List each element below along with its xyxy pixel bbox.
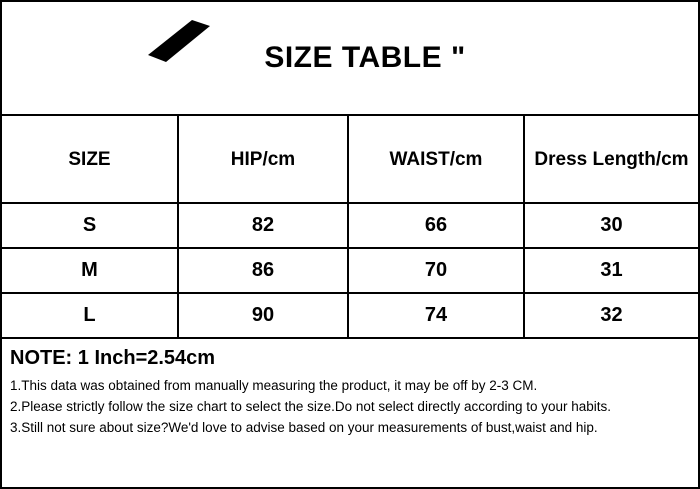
cell-waist: 74 — [348, 293, 524, 337]
cell-hip: 86 — [178, 248, 348, 293]
notes-section — [2, 337, 698, 438]
cell-size: L — [2, 293, 178, 337]
table-row — [2, 203, 698, 248]
cell-dress-length: 32 — [524, 293, 698, 337]
note-heading: NOTE: 1 Inch=2.54cm — [10, 347, 216, 369]
cell-size: M — [2, 248, 178, 293]
cell-waist: 66 — [348, 203, 524, 248]
cell-dress-length: 30 — [524, 203, 698, 248]
cell-hip: 90 — [178, 293, 348, 337]
table-header-row — [2, 115, 698, 203]
note-line-3: 3.Still not sure about size?We'd love to advise based on your measurements of bust,waist and hip. — [10, 420, 598, 435]
page-title: SIZE TABLE " — [264, 41, 466, 74]
black-slash-logo-icon — [148, 20, 210, 62]
cell-dress-length: 31 — [524, 248, 698, 293]
column-header-dress-length: Dress Length/cm — [524, 115, 698, 203]
document-header — [2, 2, 698, 114]
cell-size: S — [2, 203, 178, 248]
cell-waist: 70 — [348, 248, 524, 293]
column-header-size: SIZE — [2, 115, 178, 203]
note-line-1: 1.This data was obtained from manually measuring the product, it may be off by 2-3 CM. — [10, 378, 538, 393]
table-row — [2, 293, 698, 337]
note-line-2: 2.Please strictly follow the size chart to select the size.Do not select directly according to your habits. — [10, 399, 612, 414]
column-header-waist: WAIST/cm — [348, 115, 524, 203]
table-row — [2, 248, 698, 293]
cell-hip: 82 — [178, 203, 348, 248]
column-header-hip: HIP/cm — [178, 115, 348, 203]
size-table — [2, 114, 698, 337]
